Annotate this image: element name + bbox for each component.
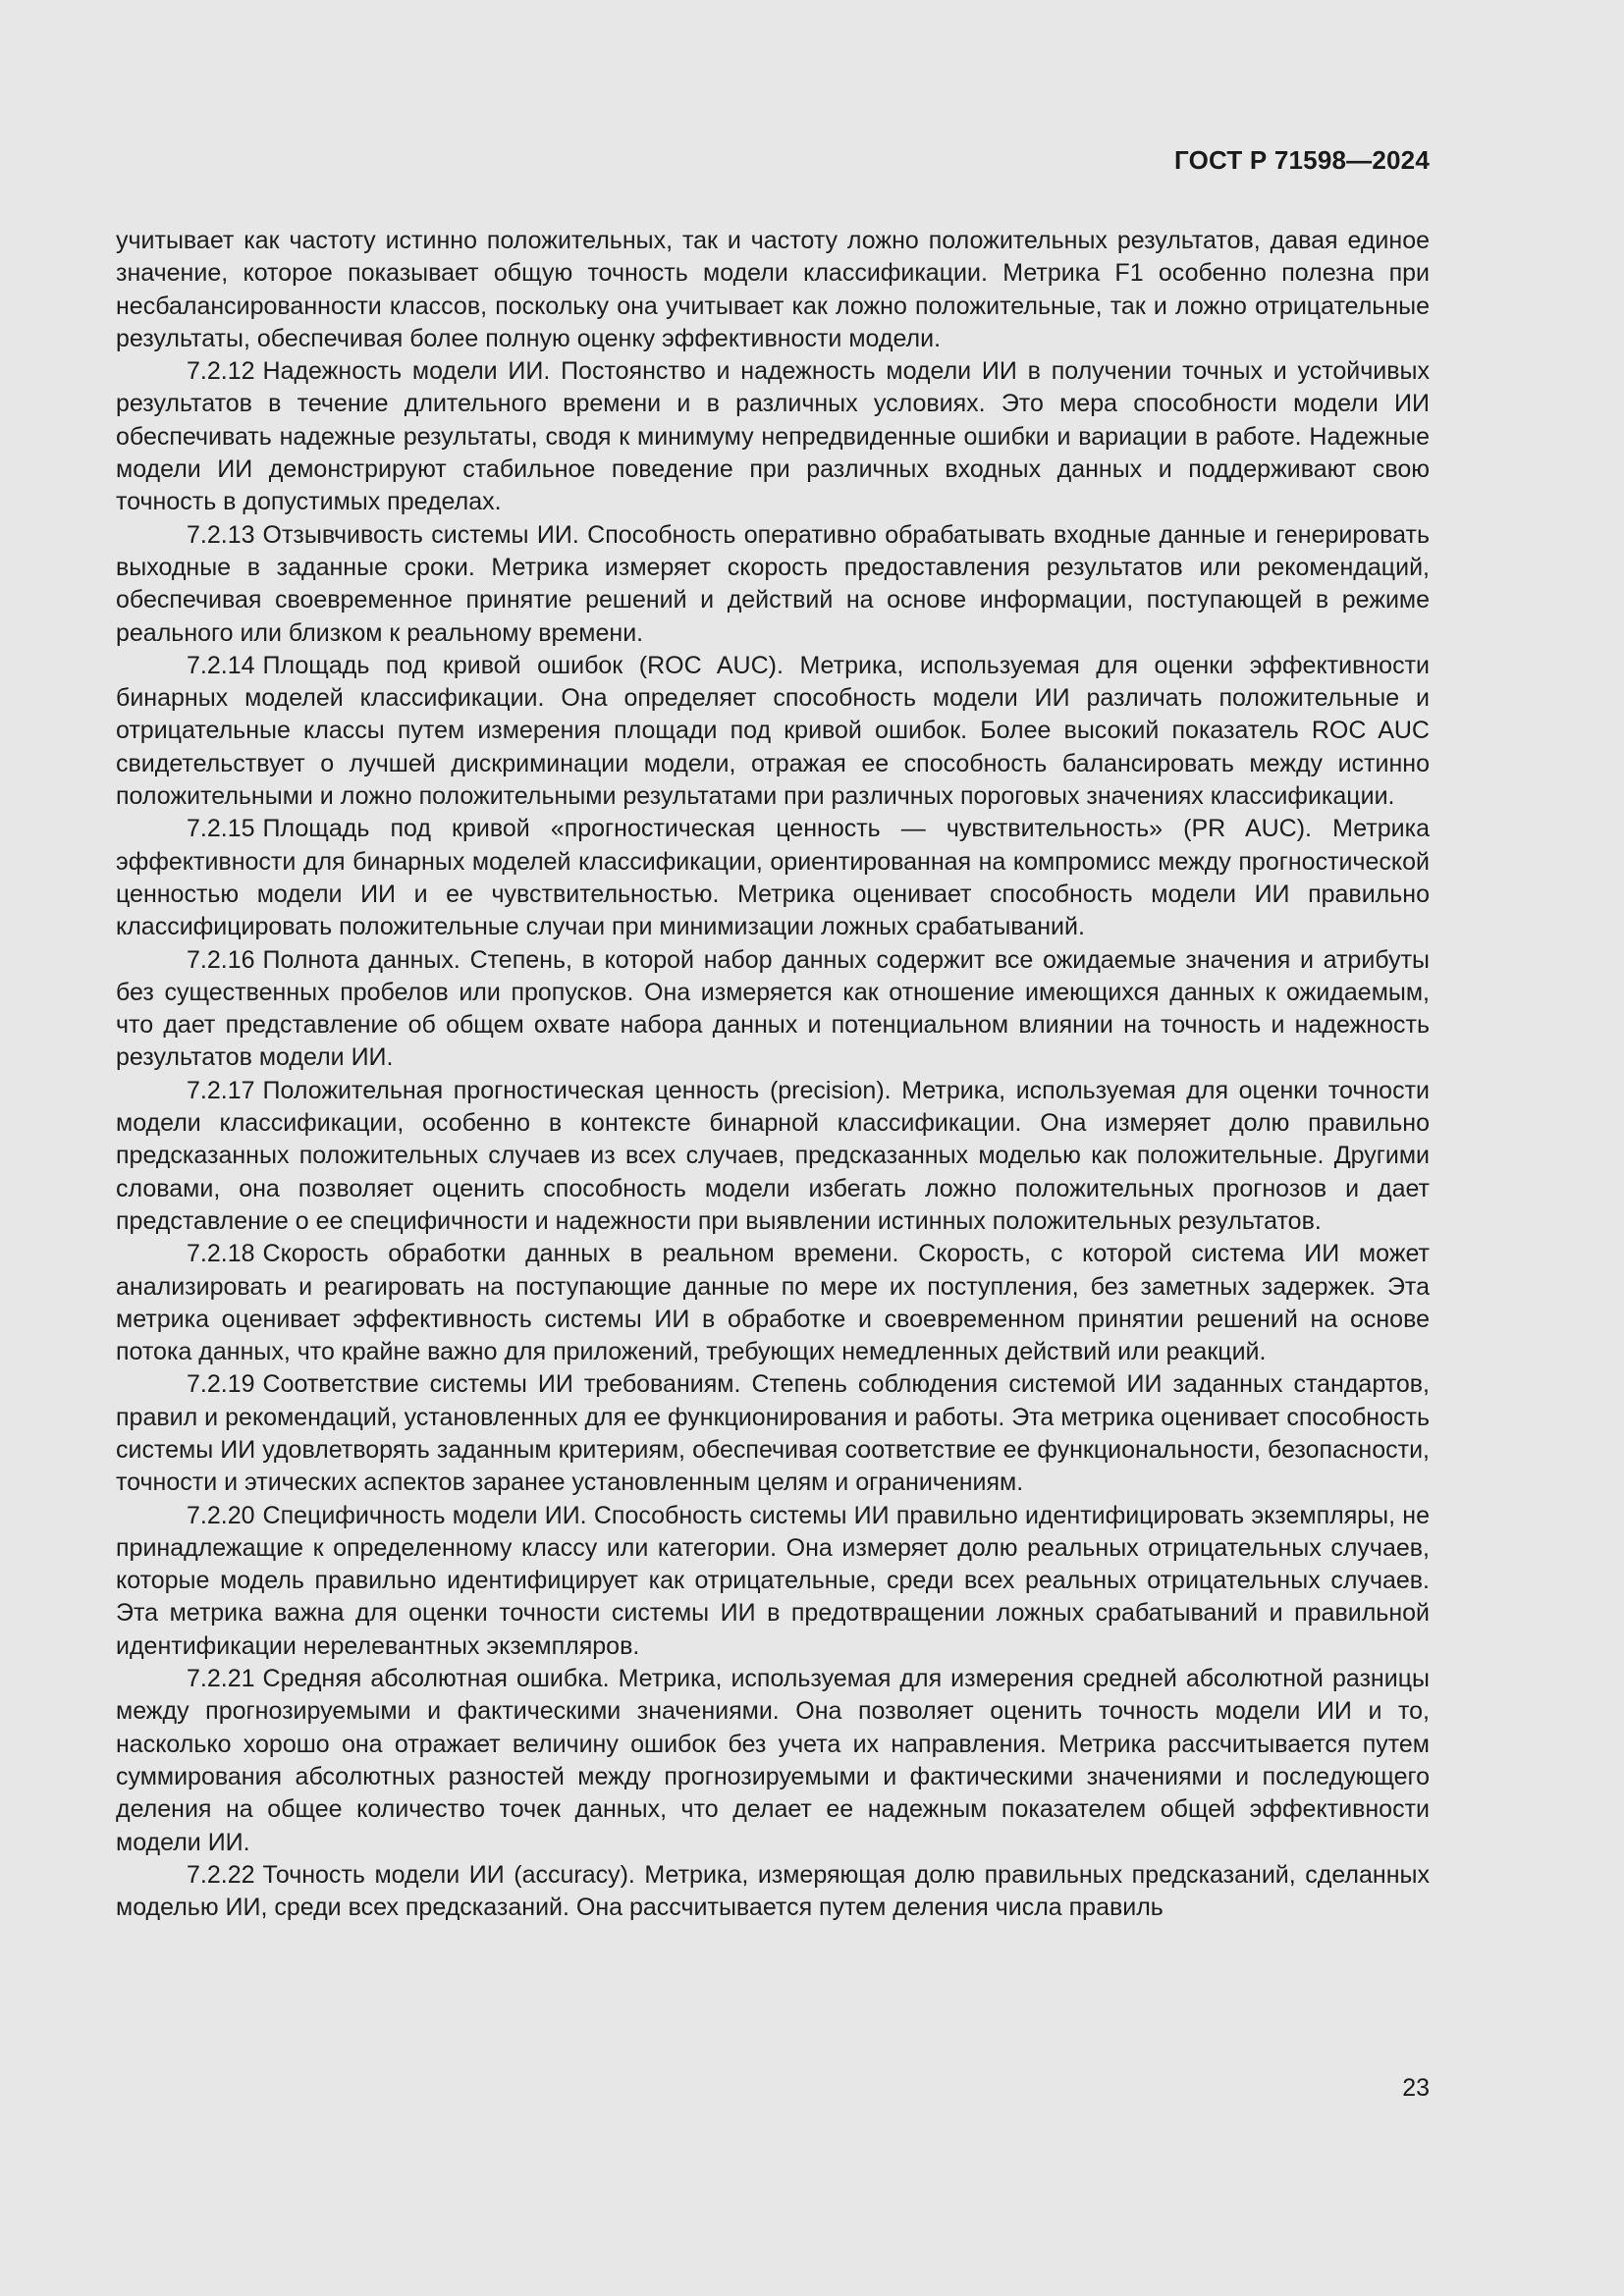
paragraph-text: учитывает как частоту истинно положительных, так и частоту ложно положительных результатов, давая единое значение, которое показывает общую точность модели классификации. Метрика F1 особенно полезна при несбалансированности классов, поскольку она учитывает как ложно положительные, так и ложно отрицательные результаты, обеспечивая более полную оценку эффективности модели. — [116, 227, 1430, 352]
paragraph-text: Площадь под кривой «прогностическая ценность — чувствительность» (PR AUC). Метрика эффективности для бинарных моделей классификации, ориентированная на компромисс между прогностической ценностью модели ИИ и ее чувствительностью. Метрика оценивает способность модели ИИ правильно классифицировать положительные случаи при минимизации ложных срабатываний. — [116, 815, 1430, 941]
paragraph-text: Специфичность модели ИИ. Способность системы ИИ правильно идентифицировать экземпляры, не принадлежащие к определенному классу или категории. Она измеряет долю реальных отрицательных случаев, которые модель правильно идентифицирует как отрицательные, среди всех реальных отрицательных случаев. Эта метрика важна для оценки точности системы ИИ в предотвращении ложных срабатываний и правильной идентификации нерелевантных экземпляров. — [116, 1501, 1430, 1660]
paragraph-7-2-21 — [116, 1663, 1430, 1859]
paragraph-text: Средняя абсолютная ошибка. Метрика, используемая для измерения средней абсолютной разницы между прогнозируемыми и фактическими значениями. Она позволяет оценить точность модели ИИ и то, насколько хорошо она отражает величину ошибок без учета их направления. Метрика рассчитывается путем суммирования абсолютных разностей между прогнозируемыми и фактическими значениями и последующего деления на общее количество точек данных, что делает ее надежным показателем общей эффективности модели ИИ. — [116, 1665, 1430, 1856]
paragraph-continuation — [116, 225, 1430, 355]
clause-number: 7.2.18 — [187, 1240, 255, 1268]
paragraph-text: Скорость обработки данных в реальном времени. Скорость, с которой система ИИ может анализировать и реагировать на поступающие данные по мере их поступления, без заметных задержек. Эта метрика оценивает эффективность системы ИИ в обработке и своевременном принятии решений на основе потока данных, что крайне важно для приложений, требующих немедленных действий или реакций. — [116, 1240, 1430, 1366]
paragraph-7-2-16 — [116, 944, 1430, 1075]
paragraph-text: Площадь под кривой ошибок (ROC AUC). Метрика, используемая для оценки эффективности бинарных моделей классификации. Она определяет способность модели ИИ различать положительные и отрицательные классы путем измерения площади под кривой ошибок. Более высокий показатель ROC AUC свидетельствует о лучшей дискриминации модели, отражая ее способность балансировать между истинно положительными и ложно положительными результатами при различных пороговых значениях классификации. — [116, 651, 1430, 811]
clause-number: 7.2.16 — [187, 945, 255, 974]
standard-header: ГОСТ Р 71598—2024 — [1174, 145, 1430, 175]
clause-number: 7.2.20 — [187, 1501, 255, 1529]
paragraph-text: Полнота данных. Степень, в которой набор данных содержит все ожидаемые значения и атрибуты без существенных пробелов или пропусков. Она измеряется как отношение имеющихся данных к ожидаемым, что дает представление об общем охвате набора данных и потенциальном влиянии на точность и надежность результатов модели ИИ. — [116, 945, 1430, 1072]
clause-number: 7.2.17 — [187, 1076, 255, 1104]
paragraph-text: Точность модели ИИ (accuracy). Метрика, измеряющая долю правильных предсказаний, сделанных моделью ИИ, среди всех предсказаний. Она рассчитывается путем деления числа правиль — [116, 1860, 1430, 1922]
paragraph-7-2-18 — [116, 1238, 1430, 1368]
paragraph-text: Надежность модели ИИ. Постоянство и надежность модели ИИ в получении точных и устойчивых результатов в течение длительного времени и в различных условиях. Это мера способности модели ИИ обеспечивать надежные результаты, сводя к минимуму непредвиденные ошибки и вариации в работе. Надежные модели ИИ демонстрируют стабильное поведение при различных входных данных и поддерживают свою точность в допустимых пределах. — [116, 357, 1430, 516]
clause-number: 7.2.12 — [187, 357, 255, 386]
clause-number: 7.2.19 — [187, 1370, 255, 1399]
paragraph-7-2-12 — [116, 355, 1430, 518]
clause-number: 7.2.14 — [187, 651, 255, 679]
clause-number: 7.2.13 — [187, 520, 255, 549]
paragraph-7-2-13 — [116, 519, 1430, 650]
paragraph-7-2-17 — [116, 1075, 1430, 1238]
paragraph-7-2-22 — [116, 1859, 1430, 1925]
clause-number: 7.2.21 — [187, 1665, 255, 1693]
page-number: 23 — [1402, 2074, 1430, 2102]
clause-number: 7.2.15 — [187, 815, 255, 843]
paragraph-7-2-15 — [116, 813, 1430, 943]
paragraph-text: Положительная прогностическая ценность (precision). Метрика, используемая для оценки точности модели классификации, особенно в контексте бинарной классификации. Она измеряет долю правильно предсказанных положительных случаев из всех случаев, предсказанных моделью как положительные. Другими словами, она позволяет оценить способность модели избегать ложно положительных прогнозов и дает представление о ее специфичности и надежности при выявлении истинных положительных результатов. — [116, 1076, 1430, 1235]
paragraph-7-2-19 — [116, 1368, 1430, 1499]
clause-number: 7.2.22 — [187, 1860, 255, 1889]
document-body — [116, 225, 1430, 1924]
paragraph-text: Отзывчивость системы ИИ. Способность оперативно обрабатывать входные данные и генерировать выходные в заданные сроки. Метрика измеряет скорость предоставления результатов или рекомендаций, обеспечивая своевременное принятие решений и действий на основе информации, поступающей в режиме реального или близком к реальному времени. — [116, 520, 1430, 647]
paragraph-7-2-20 — [116, 1500, 1430, 1663]
paragraph-text: Соответствие системы ИИ требованиям. Степень соблюдения системой ИИ заданных стандартов, правил и рекомендаций, установленных для ее функционирования и работы. Эта метрика оценивает способность системы ИИ удовлетворять заданным критериям, обеспечивая соответствие ее функциональности, безопасности, точности и этических аспектов заранее установленным целям и ограничениям. — [116, 1370, 1430, 1497]
paragraph-7-2-14 — [116, 650, 1430, 813]
